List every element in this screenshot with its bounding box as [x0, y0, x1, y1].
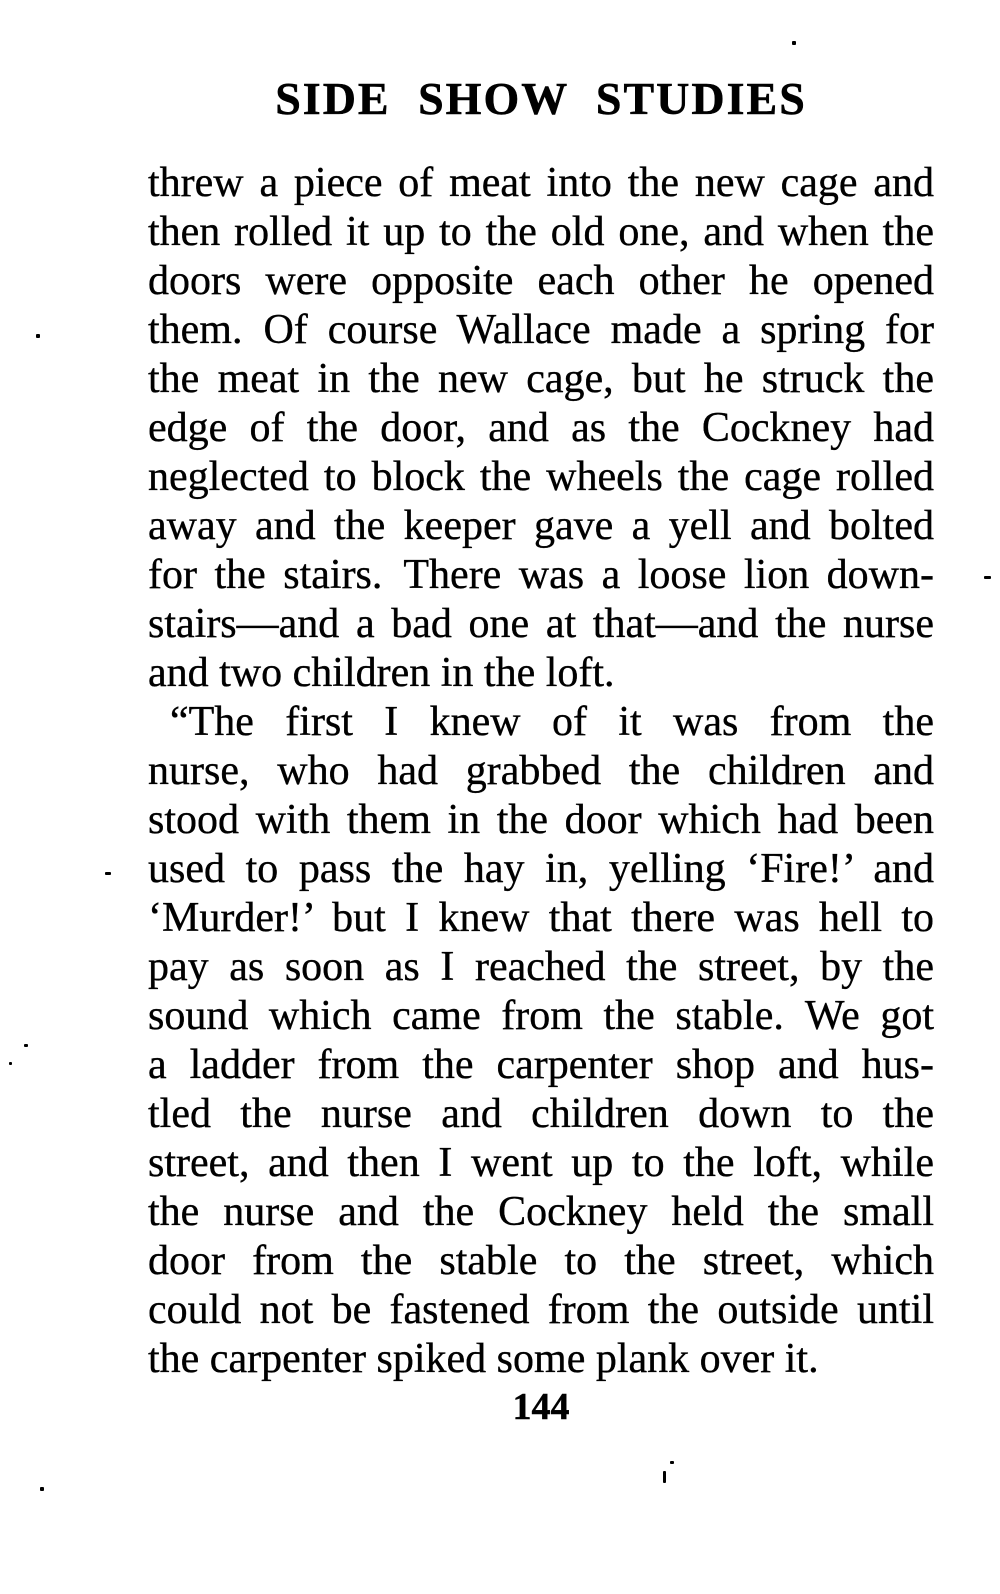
text-line: street, and then I went up to the loft, while	[148, 1140, 934, 1186]
text-line: tled the nurse and children down to the	[148, 1091, 934, 1137]
text-line: “The first I knew of it was from the	[170, 699, 934, 745]
scan-speck	[105, 872, 111, 875]
page-body	[148, 159, 934, 1384]
text-line: stood with them in the door which had been	[148, 797, 934, 843]
text-line: away and the keeper gave a yell and bolted	[148, 503, 934, 549]
text-line: the meat in the new cage, but he struck the	[148, 356, 934, 402]
scan-speck	[670, 1461, 674, 1464]
text-line: for the stairs. There was a loose lion down-	[148, 552, 934, 598]
text-line: pay as soon as I reached the street, by the	[148, 944, 934, 990]
scan-speck	[984, 576, 991, 579]
text-line: stairs—and a bad one at that—and the nurse	[148, 601, 934, 647]
text-line: used to pass the hay in, yelling ‘Fire!’ and	[148, 846, 934, 892]
paragraph	[148, 698, 934, 1384]
text-line: the carpenter spiked some plank over it.	[148, 1336, 819, 1382]
text-line: neglected to block the wheels the cage rolled	[148, 454, 934, 500]
text-line: them. Of course Wallace made a spring for	[148, 307, 934, 353]
text-line: doors were opposite each other he opened	[148, 258, 934, 304]
text-line: nurse, who had grabbed the children and	[148, 748, 934, 794]
text-line: door from the stable to the street, which	[148, 1238, 934, 1284]
text-line: the nurse and the Cockney held the small	[148, 1189, 934, 1235]
text-line: edge of the door, and as the Cockney had	[148, 405, 934, 451]
scan-speck	[792, 41, 796, 45]
scan-speck	[24, 1044, 28, 1047]
page-number: 144	[512, 1386, 570, 1428]
text-line: threw a piece of meat into the new cage and	[148, 160, 934, 206]
paragraph	[148, 159, 934, 698]
running-header: SIDE SHOW STUDIES	[275, 73, 807, 124]
text-line: could not be fastened from the outside until	[148, 1287, 934, 1333]
scan-speck	[663, 1471, 666, 1483]
text-line: a ladder from the carpenter shop and hus-	[148, 1042, 934, 1088]
text-line: sound which came from the stable. We got	[148, 993, 934, 1039]
text-line: ‘Murder!’ but I knew that there was hell to	[148, 895, 934, 941]
text-line: then rolled it up to the old one, and when the	[148, 209, 934, 255]
text-line: and two children in the loft.	[148, 650, 615, 696]
scan-speck	[36, 334, 40, 338]
scan-speck	[9, 1062, 12, 1065]
scan-speck	[40, 1487, 44, 1491]
